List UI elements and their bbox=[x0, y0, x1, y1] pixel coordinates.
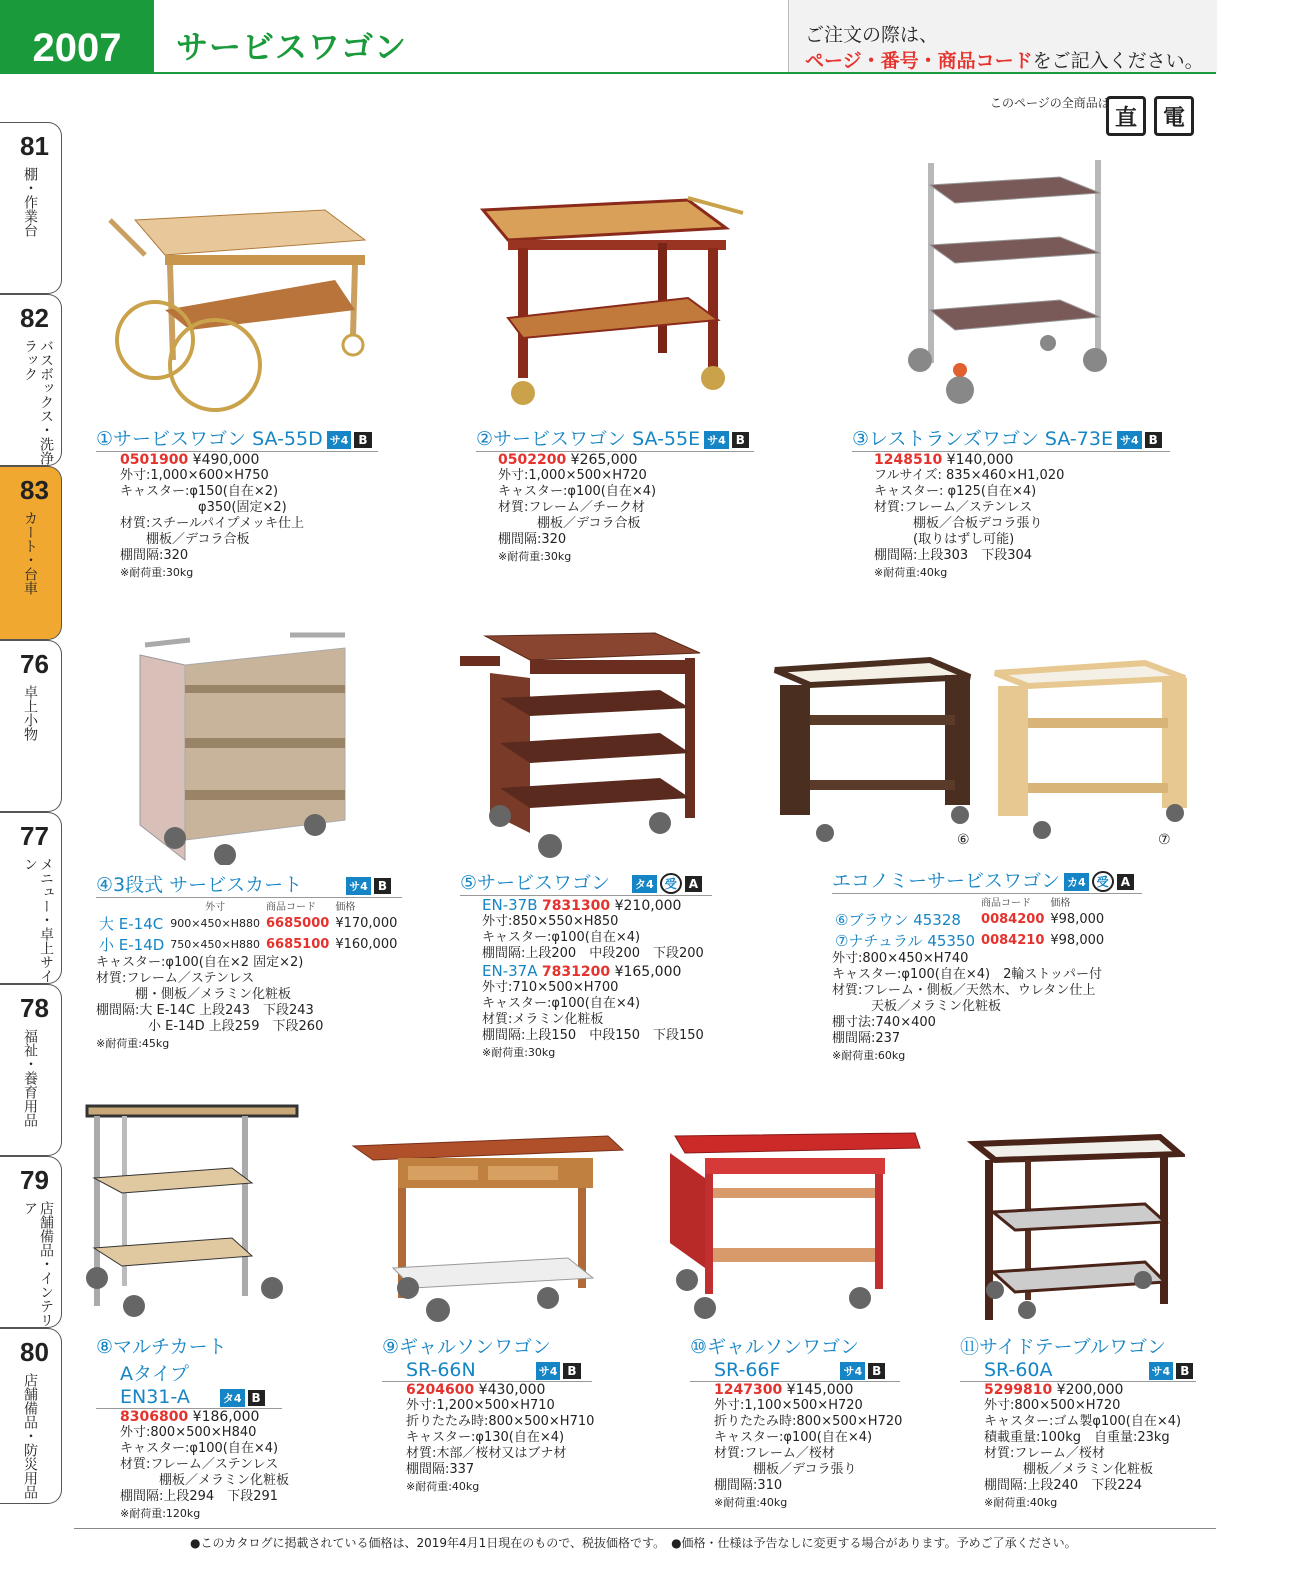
table-row bbox=[96, 913, 400, 934]
tab-80[interactable] bbox=[0, 1328, 62, 1504]
product-e14 bbox=[96, 870, 402, 1051]
variant-table bbox=[832, 894, 1107, 951]
notice-rest: をご記入ください。 bbox=[1032, 50, 1204, 72]
direct-order-text: このページの全商品は bbox=[990, 96, 1110, 110]
model-number: EN-37B bbox=[482, 896, 538, 914]
product-price: ¥265,000 bbox=[570, 452, 638, 468]
product-en31a bbox=[96, 1332, 290, 1521]
column-price: 価格 bbox=[335, 902, 356, 913]
marker-6: ⑥ bbox=[957, 832, 970, 848]
tab-83[interactable] bbox=[0, 466, 62, 640]
product-price: ¥160,000 bbox=[335, 937, 398, 952]
notice-line2 bbox=[805, 46, 1204, 73]
product-en37 bbox=[460, 868, 712, 1060]
rank-badge: B bbox=[354, 432, 371, 448]
model-number: EN-37A bbox=[482, 962, 538, 980]
tab-77[interactable] bbox=[0, 812, 62, 984]
product-image-en37 bbox=[460, 628, 710, 868]
product-specs: 外寸:850×550×H850 キャスター:φ100(自在×4) 棚間隔:上段200 中段200 下段200 bbox=[482, 914, 704, 961]
product-code: 6685000 bbox=[266, 916, 330, 931]
tab-number: 83 bbox=[20, 475, 49, 505]
product-sa73e bbox=[852, 424, 1170, 580]
product-price: ¥165,000 bbox=[614, 964, 682, 980]
product-specs: 外寸:800×500×H720 キャスター:ゴム製φ100(自在×4) 積載重量:100kg 自重量:23kg 材質:フレーム／桜材 棚板／メラミン化粧板 棚間隔:上段240 下段224 bbox=[984, 1398, 1182, 1493]
model-number: SR-60A bbox=[984, 1359, 1053, 1381]
tab-81[interactable] bbox=[0, 122, 62, 294]
variant-label: ⑥ブラウン 45328 bbox=[835, 911, 961, 929]
product-image-econ-natural bbox=[990, 658, 1195, 843]
size-table bbox=[96, 898, 400, 955]
product-specs: 外寸:800×450×H740 キャスター:φ100(自在×4) 2輪ストッパー付 材質:フレーム・側板／天然木、ウレタン仕上 天板／メラミン化粧板 棚寸法:740×400 棚間隔:237 bbox=[832, 951, 1102, 1046]
product-sr66f bbox=[690, 1332, 903, 1510]
footer-rule bbox=[74, 1528, 1216, 1529]
table-row bbox=[832, 909, 1107, 930]
rank-badge: A bbox=[685, 876, 702, 892]
product-name: ①サービスワゴン SA-55D bbox=[96, 428, 323, 450]
tab-number: 78 bbox=[20, 993, 49, 1023]
product-image-sa55d bbox=[105, 200, 375, 420]
delivery-badge: サ4 bbox=[1117, 431, 1142, 449]
delivery-badge: タ4 bbox=[220, 1389, 245, 1407]
dims: 750×450×H880 bbox=[170, 938, 260, 951]
delivery-badge: カ4 bbox=[1064, 873, 1089, 891]
direct-ship-icon: 直 bbox=[1106, 96, 1146, 136]
variant-label: ⑦ナチュラル 45350 bbox=[835, 932, 976, 950]
load-note: ※耐荷重:30kg bbox=[498, 550, 572, 563]
product-specs: 外寸:1,200×500×H710 折りたたみ時:800×500×H710 キャスター:φ130(自在×4) 材質:木部／桜材又はブナ材 棚間隔:337 bbox=[406, 1398, 595, 1477]
product-title bbox=[852, 424, 1170, 451]
rank-badge: B bbox=[563, 1363, 580, 1379]
phone-order-icon: 電 bbox=[1154, 96, 1194, 136]
product-sa55d bbox=[96, 424, 378, 580]
product-code: 1248510 bbox=[874, 452, 943, 468]
product-image-sa55e bbox=[478, 188, 750, 410]
load-note: ※耐荷重:45kg bbox=[96, 1037, 170, 1050]
load-note: ※耐荷重:40kg bbox=[714, 1496, 788, 1509]
product-code: 7831300 bbox=[541, 898, 611, 914]
marker-7: ⑦ bbox=[1158, 832, 1171, 848]
product-price: ¥430,000 bbox=[478, 1382, 546, 1398]
page-title: サービスワゴン bbox=[176, 28, 408, 66]
load-note: ※耐荷重:30kg bbox=[482, 1046, 556, 1059]
load-note: ※耐荷重:60kg bbox=[832, 1049, 906, 1062]
notice-emphasis: ページ・番号・商品コード bbox=[805, 50, 1033, 72]
product-name: ②サービスワゴン SA-55E bbox=[476, 428, 701, 450]
product-code: 1247300 bbox=[714, 1382, 783, 1398]
load-note: ※耐荷重:30kg bbox=[120, 566, 194, 579]
product-specs: 外寸:710×500×H700 キャスター:φ100(自在×4) 材質:メラミン化粧板 棚間隔:上段150 中段150 下段150 bbox=[482, 980, 704, 1043]
tab-number: 82 bbox=[20, 303, 49, 333]
table-row bbox=[832, 930, 1107, 951]
product-title bbox=[96, 870, 402, 897]
product-name: ⑧マルチカート bbox=[96, 1336, 227, 1358]
product-price: ¥210,000 bbox=[614, 898, 682, 914]
delivery-badge: サ4 bbox=[1149, 1362, 1174, 1380]
product-name: ④3段式 サービスカート bbox=[96, 874, 303, 896]
product-image-en31a bbox=[82, 1098, 302, 1323]
tab-label: 棚・作業台 bbox=[22, 167, 38, 237]
product-code: 6685100 bbox=[266, 937, 330, 952]
product-code: 5299810 bbox=[984, 1382, 1053, 1398]
product-price: ¥145,000 bbox=[786, 1382, 854, 1398]
product-image-econ-brown bbox=[770, 655, 980, 845]
product-name: ⑤サービスワゴン bbox=[460, 872, 611, 894]
delivery-badge: サ4 bbox=[840, 1362, 865, 1380]
rank-badge: B bbox=[248, 1390, 265, 1406]
product-type: Aタイプ bbox=[120, 1363, 190, 1385]
delivery-badge: サ4 bbox=[327, 431, 352, 449]
product-price: ¥98,000 bbox=[1050, 912, 1105, 927]
order-notice bbox=[788, 0, 1217, 72]
product-price: ¥98,000 bbox=[1050, 933, 1105, 948]
tab-79[interactable] bbox=[0, 1156, 62, 1328]
tab-label: カート・台車 bbox=[22, 511, 38, 595]
size-label: 大 E-14C bbox=[99, 915, 164, 933]
product-image-sr66f bbox=[665, 1128, 925, 1328]
delivery-badge: サ4 bbox=[346, 877, 371, 895]
load-note: ※耐荷重:40kg bbox=[984, 1496, 1058, 1509]
product-title bbox=[460, 868, 712, 895]
rank-badge: B bbox=[732, 432, 749, 448]
tab-label: 店舗備品・インテリア bbox=[22, 1201, 54, 1327]
product-specs: フルサイズ: 835×460×H1,020 キャスター: φ125(自在×4) 材質:フレーム／ステンレス 棚板／合板デコラ張り (取りはずし可能) 棚間隔:上段303 下段304 bbox=[874, 468, 1065, 563]
product-economy bbox=[832, 866, 1142, 1063]
tab-number: 80 bbox=[20, 1337, 49, 1367]
size-label: 小 E-14D bbox=[99, 936, 165, 954]
tab-number: 81 bbox=[20, 131, 49, 161]
product-title bbox=[96, 424, 378, 451]
column-code: 商品コード bbox=[266, 902, 316, 913]
column-code: 商品コード bbox=[981, 898, 1032, 909]
load-note: ※耐荷重:40kg bbox=[406, 1480, 480, 1493]
delivery-badge: サ4 bbox=[536, 1362, 561, 1380]
product-price: ¥186,000 bbox=[192, 1409, 260, 1425]
order-badge: 受 bbox=[660, 873, 682, 894]
product-name: エコノミーサービスワゴン bbox=[832, 870, 1061, 892]
tab-label: メニュー・卓上サイン bbox=[22, 857, 54, 983]
tab-label: バスボックス・洗浄ラック bbox=[22, 339, 54, 465]
load-note: ※耐荷重:40kg bbox=[874, 566, 948, 579]
rank-badge: B bbox=[1176, 1363, 1193, 1379]
product-image-sr60a bbox=[965, 1132, 1185, 1327]
product-code: 6204600 bbox=[406, 1382, 475, 1398]
product-specs: 外寸:800×500×H840 キャスター:φ100(自在×4) 材質:フレーム／ステンレス 棚板／メラミン化粧板 棚間隔:上段294 下段291 bbox=[120, 1425, 290, 1504]
tab-number: 79 bbox=[20, 1165, 49, 1195]
product-code: 0502200 bbox=[498, 452, 567, 468]
product-name: ⑪サイドテーブルワゴン bbox=[960, 1336, 1166, 1358]
product-specs: 外寸:1,000×500×H720 キャスター:φ100(自在×4) 材質:フレーム／チーク材 棚板／デコラ合板 棚間隔:320 bbox=[498, 468, 657, 547]
tab-76[interactable] bbox=[0, 640, 62, 812]
page-number: 2007 bbox=[0, 0, 154, 74]
delivery-badge: サ4 bbox=[704, 431, 729, 449]
product-sa55e bbox=[476, 424, 754, 564]
dims: 900×450×H880 bbox=[170, 917, 260, 930]
product-price: ¥200,000 bbox=[1056, 1382, 1124, 1398]
product-title bbox=[832, 866, 1142, 893]
product-specs: 外寸:1,100×500×H720 折りたたみ時:800×500×H720 キャスター:φ100(自在×4) 材質:フレーム／桜材 棚板／デコラ張り 棚間隔:310 bbox=[714, 1398, 903, 1493]
product-image-e14 bbox=[130, 630, 355, 865]
column-size: 外寸 bbox=[205, 902, 226, 913]
product-name: ⑨ギャルソンワゴン bbox=[382, 1336, 552, 1358]
product-price: ¥170,000 bbox=[335, 916, 398, 931]
product-sr60a bbox=[960, 1332, 1196, 1510]
product-title bbox=[476, 424, 754, 451]
product-code: 7831200 bbox=[541, 964, 611, 980]
tab-label: 店舗備品・防災用品 bbox=[22, 1373, 38, 1499]
footer-note: ●このカタログに掲載されている価格は、2019年4月1日現在のもので、税抜価格です。 ●価格・仕様は予告なしに変更する場合があります。予めご了承ください。 bbox=[190, 1536, 1077, 1550]
product-code: 8306800 bbox=[120, 1409, 189, 1425]
product-price: ¥140,000 bbox=[946, 452, 1014, 468]
order-badge: 受 bbox=[1092, 871, 1114, 892]
notice-line1: ご注文の際は、 bbox=[805, 24, 939, 46]
model-number: SR-66N bbox=[406, 1359, 476, 1381]
product-image-sr66n bbox=[348, 1128, 628, 1323]
product-code: 0084200 bbox=[981, 912, 1045, 927]
load-note: ※耐荷重:120kg bbox=[120, 1507, 201, 1520]
rank-badge: A bbox=[1117, 874, 1134, 890]
product-sr66n bbox=[382, 1332, 595, 1494]
product-code: 0084210 bbox=[981, 933, 1045, 948]
tab-82[interactable] bbox=[0, 294, 62, 466]
tab-number: 77 bbox=[20, 821, 49, 851]
tab-number: 76 bbox=[20, 649, 49, 679]
delivery-badge: タ4 bbox=[632, 875, 657, 893]
tab-label: 卓上小物 bbox=[22, 685, 38, 741]
product-image-sa73e bbox=[900, 155, 1115, 415]
model-number: SR-66F bbox=[714, 1359, 781, 1381]
column-price: 価格 bbox=[1050, 898, 1071, 909]
product-name: ③レストランズワゴン SA-73E bbox=[852, 428, 1113, 450]
product-code: 0501900 bbox=[120, 452, 189, 468]
product-name: ⑩ギャルソンワゴン bbox=[690, 1336, 860, 1358]
table-row bbox=[96, 934, 400, 955]
tab-78[interactable] bbox=[0, 984, 62, 1156]
model-number: EN31-A bbox=[120, 1386, 190, 1408]
rank-badge: B bbox=[374, 878, 391, 894]
rank-badge: B bbox=[868, 1363, 885, 1379]
product-price: ¥490,000 bbox=[192, 452, 260, 468]
tab-label: 福祉・養育用品 bbox=[22, 1029, 38, 1127]
product-specs: キャスター:φ100(自在×2 固定×2) 材質:フレーム／ステンレス 棚・側板／メラミン化粧板 棚間隔:大 E-14C 上段243 下段243 小 E-14D 上段259 下段260 bbox=[96, 955, 324, 1034]
rank-badge: B bbox=[1145, 432, 1162, 448]
product-specs: 外寸:1,000×600×H750 キャスター:φ150(自在×2) φ350(固定×2) 材質:スチールパイプメッキ仕上 棚板／デコラ合板 棚間隔:320 bbox=[120, 468, 305, 563]
